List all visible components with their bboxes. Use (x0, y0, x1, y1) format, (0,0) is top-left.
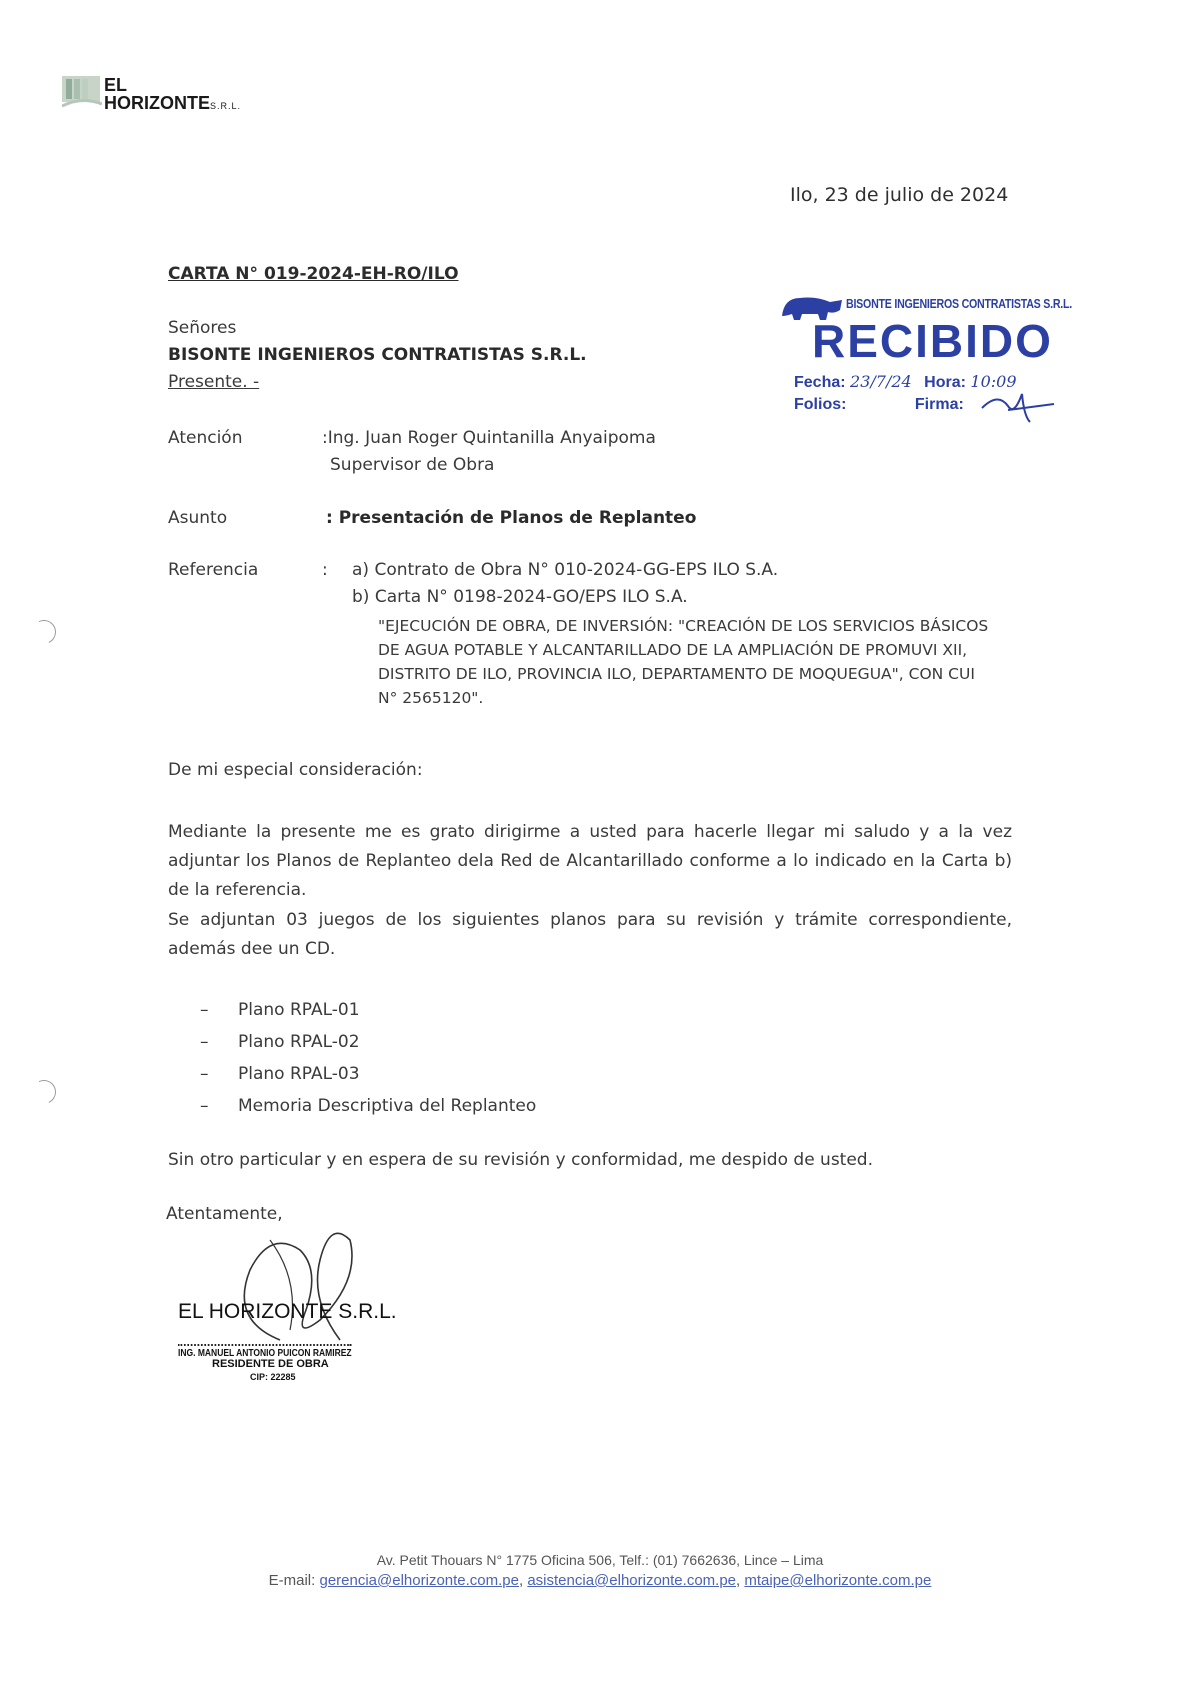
reference-colon: : (322, 560, 328, 580)
attention-role: Supervisor de Obra (330, 455, 495, 475)
subject-value: : Presentación de Planos de Replanteo (326, 508, 697, 528)
punch-hole-mark (29, 617, 60, 648)
attachment-label: Plano RPAL-01 (238, 1000, 360, 1020)
reference-label: Referencia (168, 560, 259, 580)
stamp-fecha-label: Fecha: (794, 374, 846, 391)
body-paragraph-1: Mediante la presente me es grato dirigirme a usted para hacerle llegar mi saludo y a la vez adjuntar los Planos de Replanteo dela Red de Alcantarillado conforme a lo indicado en la Carta b) de la referencia. (168, 822, 1012, 900)
footer-email-label: E-mail: (268, 1572, 316, 1589)
stamp-folios-row (794, 396, 964, 414)
email-link[interactable]: gerencia@elhorizonte.com.pe (319, 1572, 519, 1589)
logo-line-1: EL (104, 75, 128, 95)
stamp-signature-icon (978, 386, 1058, 426)
stamp-firma-label: Firma: (914, 396, 964, 413)
bullet-dash: – (200, 1032, 209, 1052)
handwritten-signature-icon (210, 1220, 390, 1360)
signature-name: ING. MANUEL ANTONIO PUICON RAMIREZ (178, 1344, 352, 1359)
greeting: De mi especial consideración: (168, 760, 423, 780)
stamp-hora-value: 10:09 (970, 372, 1017, 391)
attention-name: :Ing. Juan Roger Quintanilla Anyaipoma (322, 428, 656, 448)
presente: Presente. - (168, 372, 260, 392)
salutation: Señores (168, 318, 237, 338)
attachment-label: Memoria Descriptiva del Replanteo (238, 1096, 537, 1116)
stamp-title: RECIBIDO (812, 315, 1053, 367)
reference-item-a: a) Contrato de Obra N° 010-2024-GG-EPS ILO S.A. (352, 560, 779, 580)
received-stamp (778, 292, 1078, 442)
attachments-list (200, 1000, 536, 1128)
stamp-hora-label: Hora: (924, 374, 966, 391)
signature-cip: CIP: 22285 (250, 1372, 296, 1382)
reference-project (378, 614, 988, 710)
footer-address: Av. Petit Thouars N° 1775 Oficina 506, Telf.: (01) 7662636, Lince – Lima (376, 1552, 824, 1568)
bullet-dash: – (200, 1096, 209, 1116)
reference-project-line: N° 2565120". (378, 689, 484, 707)
attachment-label: Plano RPAL-03 (238, 1064, 360, 1084)
signature-company: EL HORIZONTE S.R.L. (178, 1300, 397, 1323)
logo-line-2: HORIZONTE (104, 93, 210, 113)
company-logo (62, 76, 282, 120)
bullet-dash: – (200, 1000, 209, 1020)
reference-project-line: DE AGUA POTABLE Y ALCANTARILLADO DE LA AMPLIACIÓN DE PROMUVI XII, (378, 641, 968, 659)
list-item (200, 1064, 536, 1096)
signature-block (170, 1220, 430, 1390)
email-link[interactable]: asistencia@elhorizonte.com.pe (527, 1572, 737, 1589)
stamp-folios-label: Folios: (794, 396, 847, 413)
letter-date: Ilo, 23 de julio de 2024 (790, 184, 1009, 206)
stamp-fecha-value: 23/7/24 (850, 372, 912, 391)
list-item (200, 1000, 536, 1032)
list-item (200, 1032, 536, 1064)
logo-suffix: S.R.L. (210, 101, 242, 111)
recipient-company: BISONTE INGENIEROS CONTRATISTAS S.R.L. (168, 345, 587, 365)
closing-text: Sin otro particular y en espera de su revisión y conformidad, me despido de usted. (168, 1150, 874, 1170)
reference-project-line: DISTRITO DE ILO, PROVINCIA ILO, DEPARTAMENTO DE MOQUEGUA", CON CUI (378, 665, 975, 683)
footer-emails: E-mail: gerencia@elhorizonte.com.pe, asistencia@elhorizonte.com.pe, mtaipe@elhorizonte.com.pe (268, 1572, 932, 1589)
closing-word: Atentamente, (166, 1204, 283, 1224)
subject-label: Asunto (168, 508, 228, 528)
stamp-company: BISONTE INGENIEROS CONTRATISTAS S.R.L. (846, 296, 1072, 311)
bullet-dash: – (200, 1064, 209, 1084)
signature-role: RESIDENTE DE OBRA (212, 1358, 329, 1370)
letter-number: CARTA N° 019-2024-EH-RO/ILO (168, 264, 459, 284)
body-paragraph-2: Se adjuntan 03 juegos de los siguientes planos para su revisión y trámite correspondiente, además dee un CD. (168, 910, 1012, 959)
reference-item-b: b) Carta N° 0198-2024-GO/EPS ILO S.A. (352, 587, 688, 607)
punch-hole-mark (29, 1077, 60, 1108)
email-link[interactable]: mtaipe@elhorizonte.com.pe (744, 1572, 932, 1589)
logo-mark-icon (62, 76, 102, 114)
reference-project-line: "EJECUCIÓN DE OBRA, DE INVERSIÓN: "CREACIÓN DE LOS SERVICIOS BÁSICOS (378, 617, 989, 635)
attachment-label: Plano RPAL-02 (238, 1032, 360, 1052)
attention-label: Atención (168, 428, 243, 448)
list-item (200, 1096, 536, 1128)
